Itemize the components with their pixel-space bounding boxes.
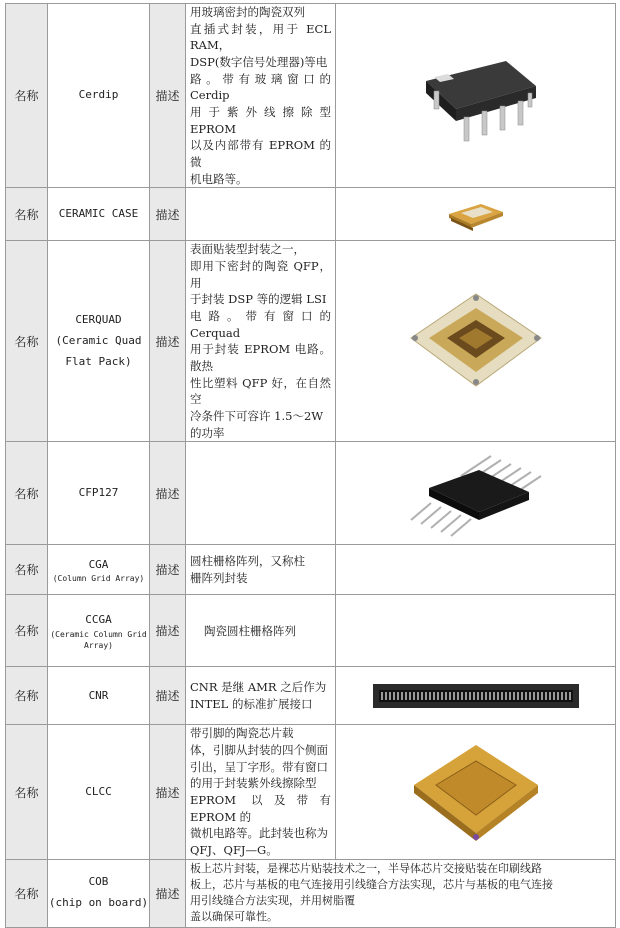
name-label: 名称 xyxy=(6,667,48,725)
desc-label: 描述 xyxy=(150,545,186,595)
name-label: 名称 xyxy=(6,859,48,927)
ceramic-case-image xyxy=(336,188,616,241)
ccga-image-cell xyxy=(336,595,616,667)
package-description: 带引脚的陶瓷芯片载 体，引脚从封装的四个侧面 引出，呈丁字形。带有窗口 的用于封装紫外线擦除型 EPROM 以及带有 EPROM 的 微机电路等。此封装也称为 QFJ、QFJ—G。 xyxy=(186,725,336,859)
table-row xyxy=(6,725,616,859)
desc-label: 描述 xyxy=(150,725,186,859)
table-row xyxy=(6,4,616,188)
name-label: 名称 xyxy=(6,545,48,595)
package-description xyxy=(186,442,336,545)
desc-label: 描述 xyxy=(150,859,186,927)
package-table xyxy=(5,3,616,928)
table-row xyxy=(6,442,616,545)
desc-label: 描述 xyxy=(150,442,186,545)
name-label: 名称 xyxy=(6,4,48,188)
desc-label: 描述 xyxy=(150,595,186,667)
cga-image-cell xyxy=(336,545,616,595)
package-name: Cerdip xyxy=(48,4,150,188)
table-row xyxy=(6,595,616,667)
package-description: 圆柱栅格阵列，又称柱 栅阵列封装 xyxy=(186,545,336,595)
cerdip-chip-image xyxy=(336,4,616,188)
package-description: CNR 是继 AMR 之后作为 INTEL 的标准扩展接口 xyxy=(186,667,336,725)
cnr-connector-image xyxy=(336,667,616,725)
package-description: 板上芯片封装，是裸芯片贴装技术之一，半导体芯片交接贴装在印刷线路 板上，芯片与基板的电气连接用引线缝合方法实现，芯片与基板的电气连接 用引线缝合方法实现，并用树脂覆 盖以确保可靠性。 xyxy=(186,859,616,927)
name-label: 名称 xyxy=(6,595,48,667)
package-name: CERAMIC CASE xyxy=(48,188,150,241)
name-label: 名称 xyxy=(6,725,48,859)
desc-label: 描述 xyxy=(150,4,186,188)
package-name: CERQUAD (Ceramic Quad Flat Pack) xyxy=(48,241,150,442)
package-name: CFP127 xyxy=(48,442,150,545)
table-row xyxy=(6,545,616,595)
package-name: CGA (Column Grid Array) xyxy=(48,545,150,595)
package-description: 陶瓷圆柱栅格阵列 xyxy=(186,595,336,667)
package-name: CLCC xyxy=(48,725,150,859)
package-name: CCGA (Ceramic Column Grid Array) xyxy=(48,595,150,667)
name-label: 名称 xyxy=(6,442,48,545)
cfp127-chip-image xyxy=(336,442,616,545)
table-row xyxy=(6,859,616,927)
package-name: COB (chip on board) xyxy=(48,859,150,927)
table-row xyxy=(6,241,616,442)
package-description: 表面贴装型封装之一， 即用下密封的陶瓷 QFP，用 于封装 DSP 等的逻辑 LSI 电路。带有窗口的 Cerquad 用于封装 EPROM 电路。散热 性比塑料 QFP 好，在自然空 冷条件下可容许 1.5～2W 的功率 xyxy=(186,241,336,442)
name-label: 名称 xyxy=(6,241,48,442)
desc-label: 描述 xyxy=(150,188,186,241)
table-row xyxy=(6,667,616,725)
cerquad-chip-image xyxy=(336,241,616,442)
desc-label: 描述 xyxy=(150,667,186,725)
package-description xyxy=(186,188,336,241)
package-name: CNR xyxy=(48,667,150,725)
table-row xyxy=(6,188,616,241)
name-label: 名称 xyxy=(6,188,48,241)
package-description: 用玻璃密封的陶瓷双列 直插式封装，用于 ECL RAM， DSP(数字信号处理器)等电 路。带有玻璃窗口的 Cerdip 用于紫外线擦除型 EPROM 以及内部带有 EPROM 的微 机电路等。 xyxy=(186,4,336,188)
desc-label: 描述 xyxy=(150,241,186,442)
clcc-chip-image xyxy=(336,725,616,859)
